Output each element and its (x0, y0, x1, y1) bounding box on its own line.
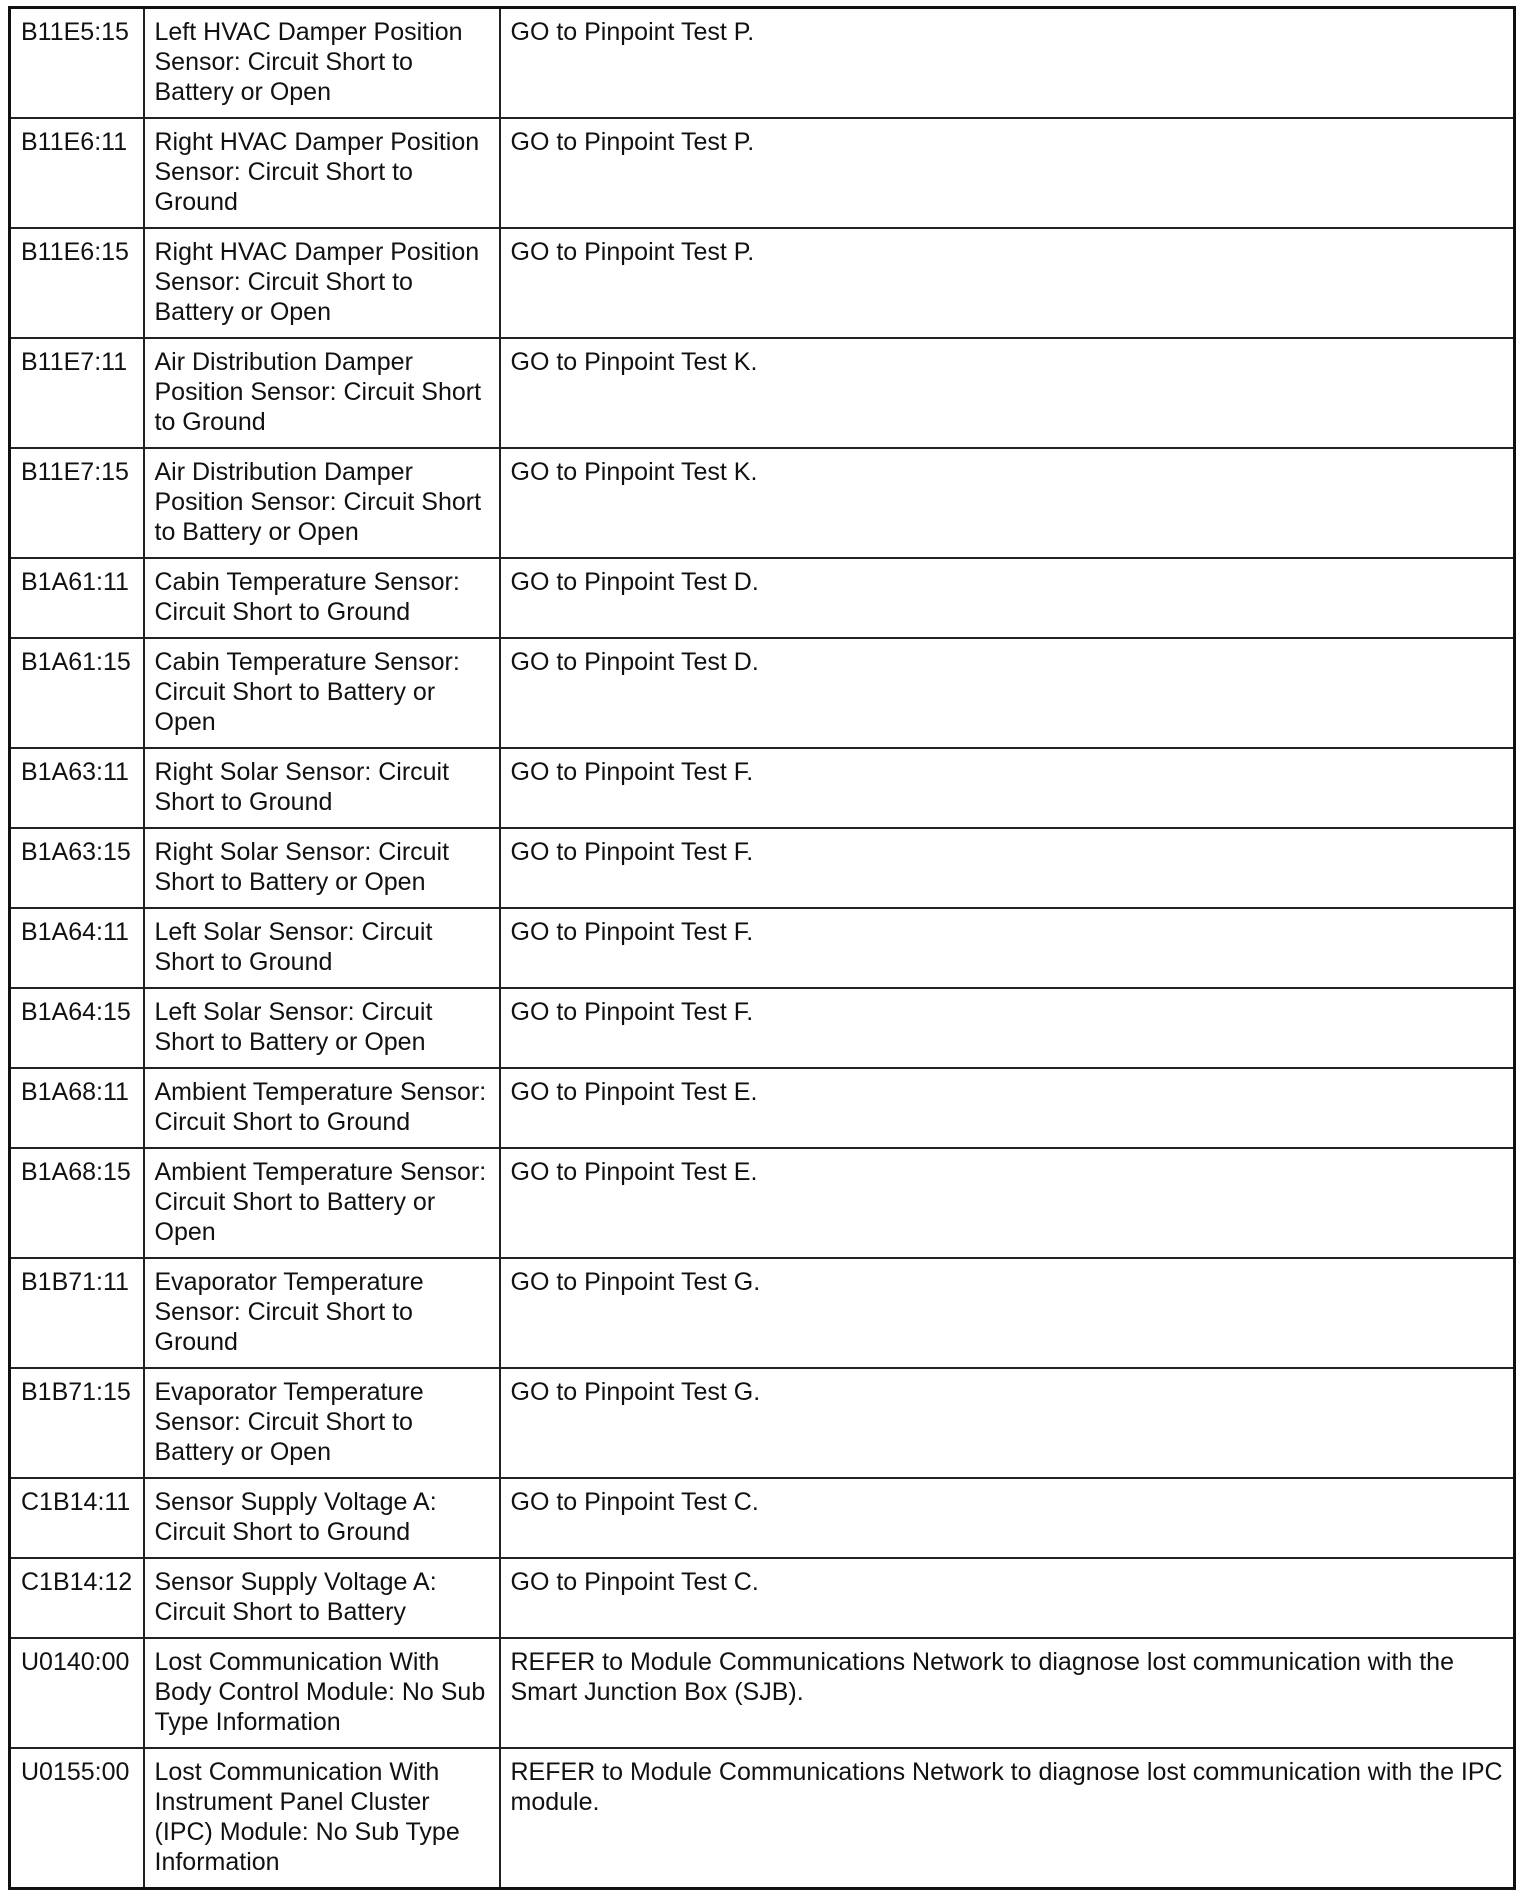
table-row (10, 1368, 1515, 1478)
dtc-action-cell: GO to Pinpoint Test P. (500, 228, 1515, 338)
table-row (10, 988, 1515, 1068)
table-row (10, 748, 1515, 828)
dtc-description-cell: Right HVAC Damper Position Sensor: Circuit Short to Ground (144, 118, 500, 228)
dtc-description-cell: Air Distribution Damper Position Sensor: Circuit Short to Battery or Open (144, 448, 500, 558)
table-row (10, 338, 1515, 448)
dtc-code-cell: B1A61:11 (10, 558, 144, 638)
table-row (10, 1748, 1515, 1889)
table-row (10, 1638, 1515, 1748)
dtc-action-cell: GO to Pinpoint Test G. (500, 1258, 1515, 1368)
table-row (10, 118, 1515, 228)
dtc-code-cell: B11E5:15 (10, 8, 144, 119)
dtc-description-cell: Ambient Temperature Sensor: Circuit Short to Ground (144, 1068, 500, 1148)
dtc-code-cell: C1B14:11 (10, 1478, 144, 1558)
dtc-description-cell: Cabin Temperature Sensor: Circuit Short to Battery or Open (144, 638, 500, 748)
dtc-action-cell: GO to Pinpoint Test D. (500, 558, 1515, 638)
dtc-code-cell: B1A63:15 (10, 828, 144, 908)
dtc-code-cell: U0140:00 (10, 1638, 144, 1748)
dtc-code-cell: B1A63:11 (10, 748, 144, 828)
dtc-action-cell: GO to Pinpoint Test C. (500, 1558, 1515, 1638)
dtc-action-cell: GO to Pinpoint Test F. (500, 988, 1515, 1068)
table-row (10, 1478, 1515, 1558)
table-row (10, 908, 1515, 988)
dtc-action-cell: GO to Pinpoint Test P. (500, 118, 1515, 228)
dtc-code-cell: B1A64:11 (10, 908, 144, 988)
table-row (10, 828, 1515, 908)
dtc-description-cell: Sensor Supply Voltage A: Circuit Short to Ground (144, 1478, 500, 1558)
dtc-action-cell: REFER to Module Communications Network to diagnose lost communication with the IPC module. (500, 1748, 1515, 1889)
dtc-description-cell: Evaporator Temperature Sensor: Circuit Short to Ground (144, 1258, 500, 1368)
dtc-description-cell: Lost Communication With Instrument Panel Cluster (IPC) Module: No Sub Type Information (144, 1748, 500, 1889)
dtc-code-cell: B1B71:11 (10, 1258, 144, 1368)
dtc-code-cell: B1A61:15 (10, 638, 144, 748)
dtc-action-cell: REFER to Module Communications Network to diagnose lost communication with the Smart Junction Box (SJB). (500, 1638, 1515, 1748)
dtc-action-cell: GO to Pinpoint Test D. (500, 638, 1515, 748)
table-row (10, 1068, 1515, 1148)
dtc-description-cell: Cabin Temperature Sensor: Circuit Short to Ground (144, 558, 500, 638)
dtc-description-cell: Air Distribution Damper Position Sensor: Circuit Short to Ground (144, 338, 500, 448)
dtc-description-cell: Left HVAC Damper Position Sensor: Circuit Short to Battery or Open (144, 8, 500, 119)
table-row (10, 1148, 1515, 1258)
dtc-description-cell: Right Solar Sensor: Circuit Short to Battery or Open (144, 828, 500, 908)
table-row (10, 1558, 1515, 1638)
dtc-description-cell: Left Solar Sensor: Circuit Short to Ground (144, 908, 500, 988)
dtc-action-cell: GO to Pinpoint Test K. (500, 338, 1515, 448)
dtc-action-cell: GO to Pinpoint Test K. (500, 448, 1515, 558)
dtc-action-cell: GO to Pinpoint Test G. (500, 1368, 1515, 1478)
dtc-action-cell: GO to Pinpoint Test E. (500, 1068, 1515, 1148)
dtc-action-cell: GO to Pinpoint Test F. (500, 828, 1515, 908)
dtc-code-cell: B1A68:15 (10, 1148, 144, 1258)
table-row (10, 228, 1515, 338)
dtc-description-cell: Left Solar Sensor: Circuit Short to Battery or Open (144, 988, 500, 1068)
dtc-description-cell: Right Solar Sensor: Circuit Short to Ground (144, 748, 500, 828)
dtc-description-cell: Right HVAC Damper Position Sensor: Circuit Short to Battery or Open (144, 228, 500, 338)
dtc-code-cell: B1A64:15 (10, 988, 144, 1068)
table-row (10, 8, 1515, 119)
table-row (10, 448, 1515, 558)
dtc-description-cell: Ambient Temperature Sensor: Circuit Short to Battery or Open (144, 1148, 500, 1258)
dtc-action-cell: GO to Pinpoint Test C. (500, 1478, 1515, 1558)
dtc-code-cell: B11E7:11 (10, 338, 144, 448)
dtc-action-cell: GO to Pinpoint Test F. (500, 908, 1515, 988)
dtc-code-cell: B11E7:15 (10, 448, 144, 558)
dtc-code-cell: B11E6:15 (10, 228, 144, 338)
table-row (10, 1258, 1515, 1368)
dtc-action-cell: GO to Pinpoint Test P. (500, 8, 1515, 119)
dtc-table-body (10, 8, 1515, 1889)
dtc-code-cell: B1A68:11 (10, 1068, 144, 1148)
dtc-code-cell: B11E6:11 (10, 118, 144, 228)
dtc-description-cell: Sensor Supply Voltage A: Circuit Short to Battery (144, 1558, 500, 1638)
dtc-description-cell: Lost Communication With Body Control Module: No Sub Type Information (144, 1638, 500, 1748)
dtc-code-cell: B1B71:15 (10, 1368, 144, 1478)
dtc-table (8, 6, 1516, 1890)
dtc-action-cell: GO to Pinpoint Test F. (500, 748, 1515, 828)
dtc-description-cell: Evaporator Temperature Sensor: Circuit Short to Battery or Open (144, 1368, 500, 1478)
dtc-code-cell: U0155:00 (10, 1748, 144, 1889)
dtc-code-cell: C1B14:12 (10, 1558, 144, 1638)
table-row (10, 558, 1515, 638)
dtc-action-cell: GO to Pinpoint Test E. (500, 1148, 1515, 1258)
table-row (10, 638, 1515, 748)
